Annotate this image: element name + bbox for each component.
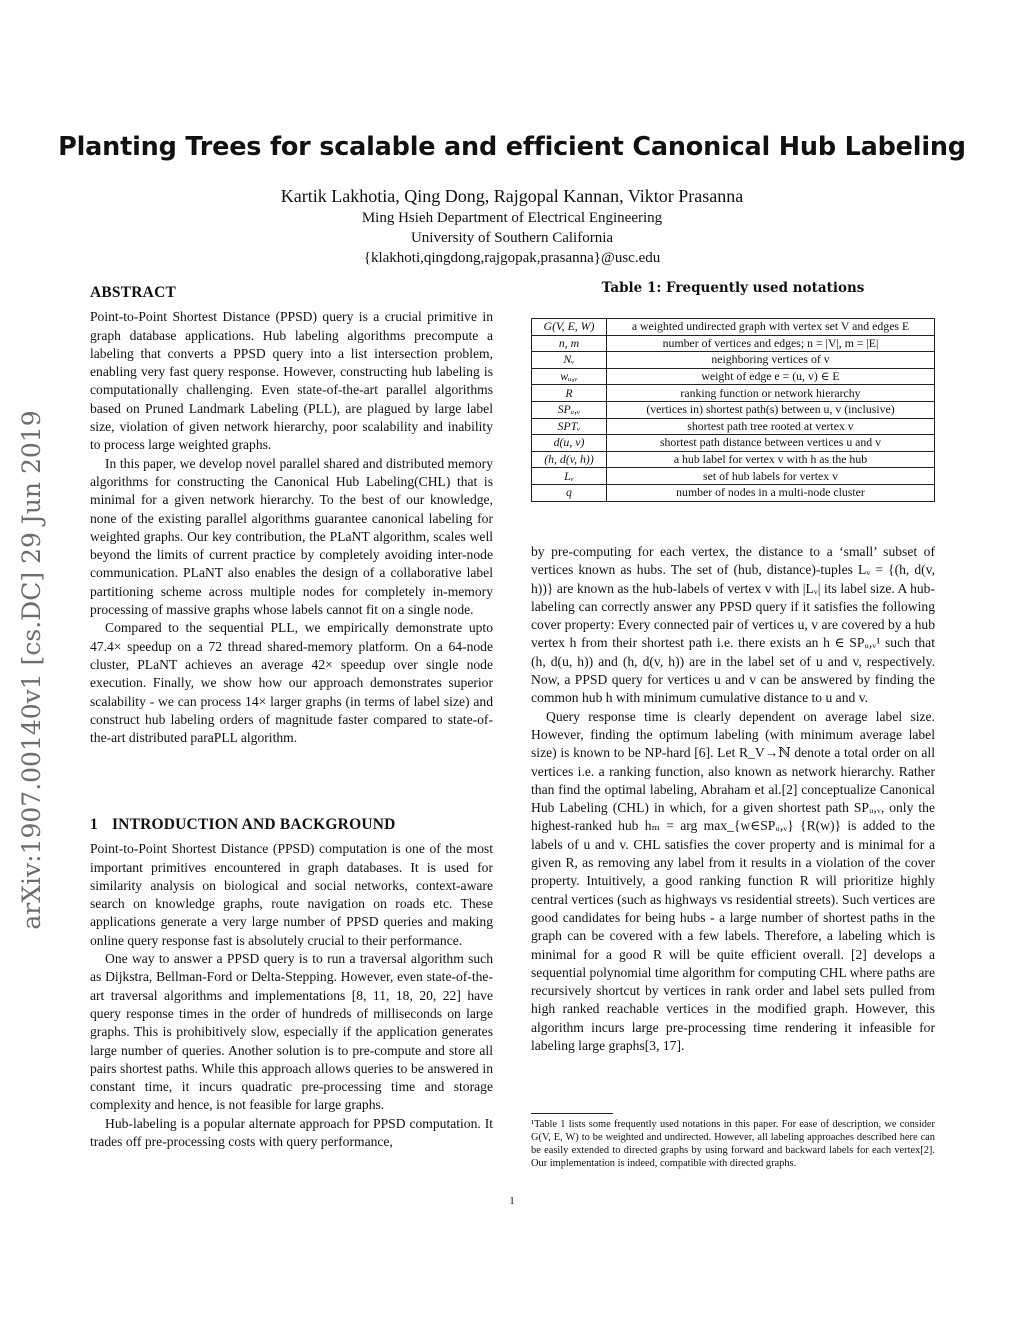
notation-symbol: R [532, 385, 607, 402]
abstract-paragraph: In this paper, we develop novel parallel shared and distributed memory algorithms for constructing the Canonical Hub Labeling(CHL) that is minimal for a given network hierarchy. To the best of our knowledge, none of the existing parallel algorithms guarantee canonical labeling for weighted graphs. Our key contribution, the PLaNT algorithm, scales well beyond the limits of current practice by completely avoiding inter-node communication. PLaNT also enables the design of a collaborative label partitioning scheme across multiple nodes for completely in-memory processing of massive graphs whose labels cannot fit on a single node. [90, 455, 493, 618]
table-caption: Table 1: Frequently used notations [601, 280, 865, 296]
table-row [532, 319, 935, 336]
footnote: ¹Table 1 lists some frequently used notations in this paper. For ease of description, we consider G(V, E, W) to be weighted and undirected. However, all labeling approaches described here can be easily extended to directed graphs by using forward and backward labels for each vertex[2]. Our implementation is indeed, compatible with directed graphs. [531, 1119, 935, 1169]
notation-meaning: (vertices in) shortest path(s) between u, v (inclusive) [607, 401, 935, 418]
page-number: 1 [509, 1195, 515, 1207]
notation-symbol: G(V, E, W) [532, 319, 607, 336]
intro-paragraph: Point-to-Point Shortest Distance (PPSD) computation is one of the most important primitives encountered in graph databases. It is used for similarity analysis on biological and social networks, context-aware search on knowledge graphs, route navigation on roads etc. These applications generate a very large number of PPSD queries and making online query response fast is absolutely crucial to their performance. [90, 841, 493, 948]
intro-paragraph: One way to answer a PPSD query is to run a traversal algorithm such as Dijkstra, Bellman-Ford or Delta-Stepping. However, even state-of-the-art traversal algorithms and implementations [8, 11, 18, 20, 22] have query response times in the order of hundreds of milliseconds on large graphs. This is prohibitively slow, especially if the application generates large number of queries. Another solution is to pre-compute and store all pairs shortest paths. While this approach allows queries to be answered in constant time, it incurs quadratic pre-processing time and storage complexity and hence, is not feasible for large graphs. [90, 951, 493, 1113]
notation-meaning: ranking function or network hierarchy [607, 385, 935, 402]
right-column-text [531, 543, 935, 1055]
notation-symbol: d(u, v) [532, 435, 607, 452]
notation-meaning: neighboring vertices of v [607, 352, 935, 369]
abstract-section [90, 284, 493, 747]
table-row [532, 352, 935, 369]
table-row [532, 435, 935, 452]
notation-symbol: q [532, 484, 607, 501]
authors: Kartik Lakhotia, Qing Dong, Rajgopal Kannan, Viktor Prasanna [280, 186, 744, 206]
footnote-rule [531, 1113, 613, 1114]
table-row [532, 385, 935, 402]
affiliation-emails: {klakhoti,qingdong,rajgopak,prasanna}@usc.edu [363, 250, 661, 266]
notation-symbol: Nᵥ [532, 352, 607, 369]
body-paragraph: Query response time is clearly dependent on average label size. However, finding the optimum labeling (with minimum average label size) is known to be NP-hard [6]. Let R_V→ℕ denote a total order on all vertices i.e. a ranking function, also known as network hierarchy. Rather than find the optimal labeling, Abraham et al.[2] conceptualize Canonical Hub Labeling (CHL) in which, for a given shortest path SPᵤ,ᵥ, only the highest-ranked hub hₘ = arg max_{w∈SPᵤ,ᵥ} {R(w)} is added to the labels of u and v. CHL satisfies the cover property and is minimal for a given R, as removing any label from it results in a violation of the cover property. Intuitively, a good ranking function R will prioritize highly central vertices (such as highways vs residential streets). Such vertices are good candidates for being hubs - a large number of shortest paths in the graph can be covered with a few labels. Therefore, a labeling which is minimal for a good R will be quite efficient overall. [2] develops a sequential polynomial time algorithm for computing CHL where paths are recursively shortcut by vertices in rank order and label sets pulled from high ranked reachable vertices in the modified graph. However, this algorithm incurs large pre-processing time rendering it infeasible for labeling large graphs[3, 17]. [531, 708, 935, 1054]
arxiv-stamp: arXiv:1907.00140v1 [cs.DC] 29 Jun 2019 [17, 410, 46, 930]
affiliation-university: University of Southern California [410, 230, 614, 246]
abstract-paragraph: Compared to the sequential PLL, we empirically demonstrate upto 47.4× speedup on a 72 thread shared-memory platform. On a 64-node cluster, PLaNT achieves an average 42× speedup over single node execution. Finally, we show how our approach demonstrates superior scalability - we can process 14× larger graphs (in terms of label size) and construct hub labeling orders of magnitude faster compared to state-of-the-art distributed paraPLL algorithm. [90, 620, 493, 746]
table-row [532, 335, 935, 352]
body-paragraph: by pre-computing for each vertex, the distance to a ‘small’ subset of vertices known as hubs. The set of (hub, distance)-tuples Lᵥ = {(h, d(v, h))} are known as the hub-labels of vertex v with |Lᵥ| its label size. A hub-labeling can correctly answer any PPSD query if it satisfies the following cover property: Every connected pair of vertices u, v are covered by a hub vertex h from their shortest path i.e. there exists an h ∈ SPᵤ,ᵥ¹ such that (h, d(u, h)) and (h, d(v, h)) are in the label set of u and v, respectively. Now, a PPSD query for vertices u and v can be answered by finding the common hub h with minimum cumulative distance to u and v. [531, 544, 935, 706]
table-row [532, 418, 935, 435]
notation-symbol: SPᵤ,ᵥ [532, 401, 607, 418]
notation-meaning: shortest path distance between vertices u and v [607, 435, 935, 452]
table-row [532, 484, 935, 501]
notation-symbol: SPTᵥ [532, 418, 607, 435]
intro-section [90, 816, 493, 1151]
table-row [532, 368, 935, 385]
notation-meaning: a weighted undirected graph with vertex set V and edges E [607, 319, 935, 336]
abstract-heading: ABSTRACT [90, 284, 177, 301]
notation-table [531, 318, 935, 502]
table-row [532, 401, 935, 418]
section-title: INTRODUCTION AND BACKGROUND [111, 816, 396, 833]
table-row [532, 451, 935, 468]
notation-symbol: Lᵥ [532, 468, 607, 485]
notation-meaning: set of hub labels for vertex v [607, 468, 935, 485]
notation-meaning: number of nodes in a multi-node cluster [607, 484, 935, 501]
notation-meaning: weight of edge e = (u, v) ∈ E [607, 368, 935, 385]
paper-title: Planting Trees for scalable and efficient Canonical Hub Labeling [58, 132, 966, 162]
notation-meaning: a hub label for vertex v with h as the hub [607, 451, 935, 468]
notation-symbol: n, m [532, 335, 607, 352]
notation-meaning: number of vertices and edges; n = |V|, m = |E| [607, 335, 935, 352]
notation-symbol: wᵤ,ᵥ [532, 368, 607, 385]
abstract-paragraph: Point-to-Point Shortest Distance (PPSD) query is a crucial primitive in graph database applications. Hub labeling algorithms precompute a labeling that converts a PPSD query into a list intersection problem, enabling very fast query response. However, constructing hub labeling is computationally challenging. Even state-of-the-art parallel algorithms based on Pruned Landmark Labeling (PLL), are plagued by large label size, violation of given network hierarchy, poor scalability and inability to process large weighted graphs. [90, 309, 493, 453]
affiliation-department: Ming Hsieh Department of Electrical Engineering [361, 210, 663, 226]
notation-meaning: shortest path tree rooted at vertex v [607, 418, 935, 435]
section-number: 1 [90, 816, 98, 833]
notation-symbol: (h, d(v, h)) [532, 451, 607, 468]
table-row [532, 468, 935, 485]
intro-paragraph: Hub-labeling is a popular alternate approach for PPSD computation. It trades off pre-processing costs with query performance, [90, 1115, 493, 1150]
section-heading [90, 816, 493, 834]
